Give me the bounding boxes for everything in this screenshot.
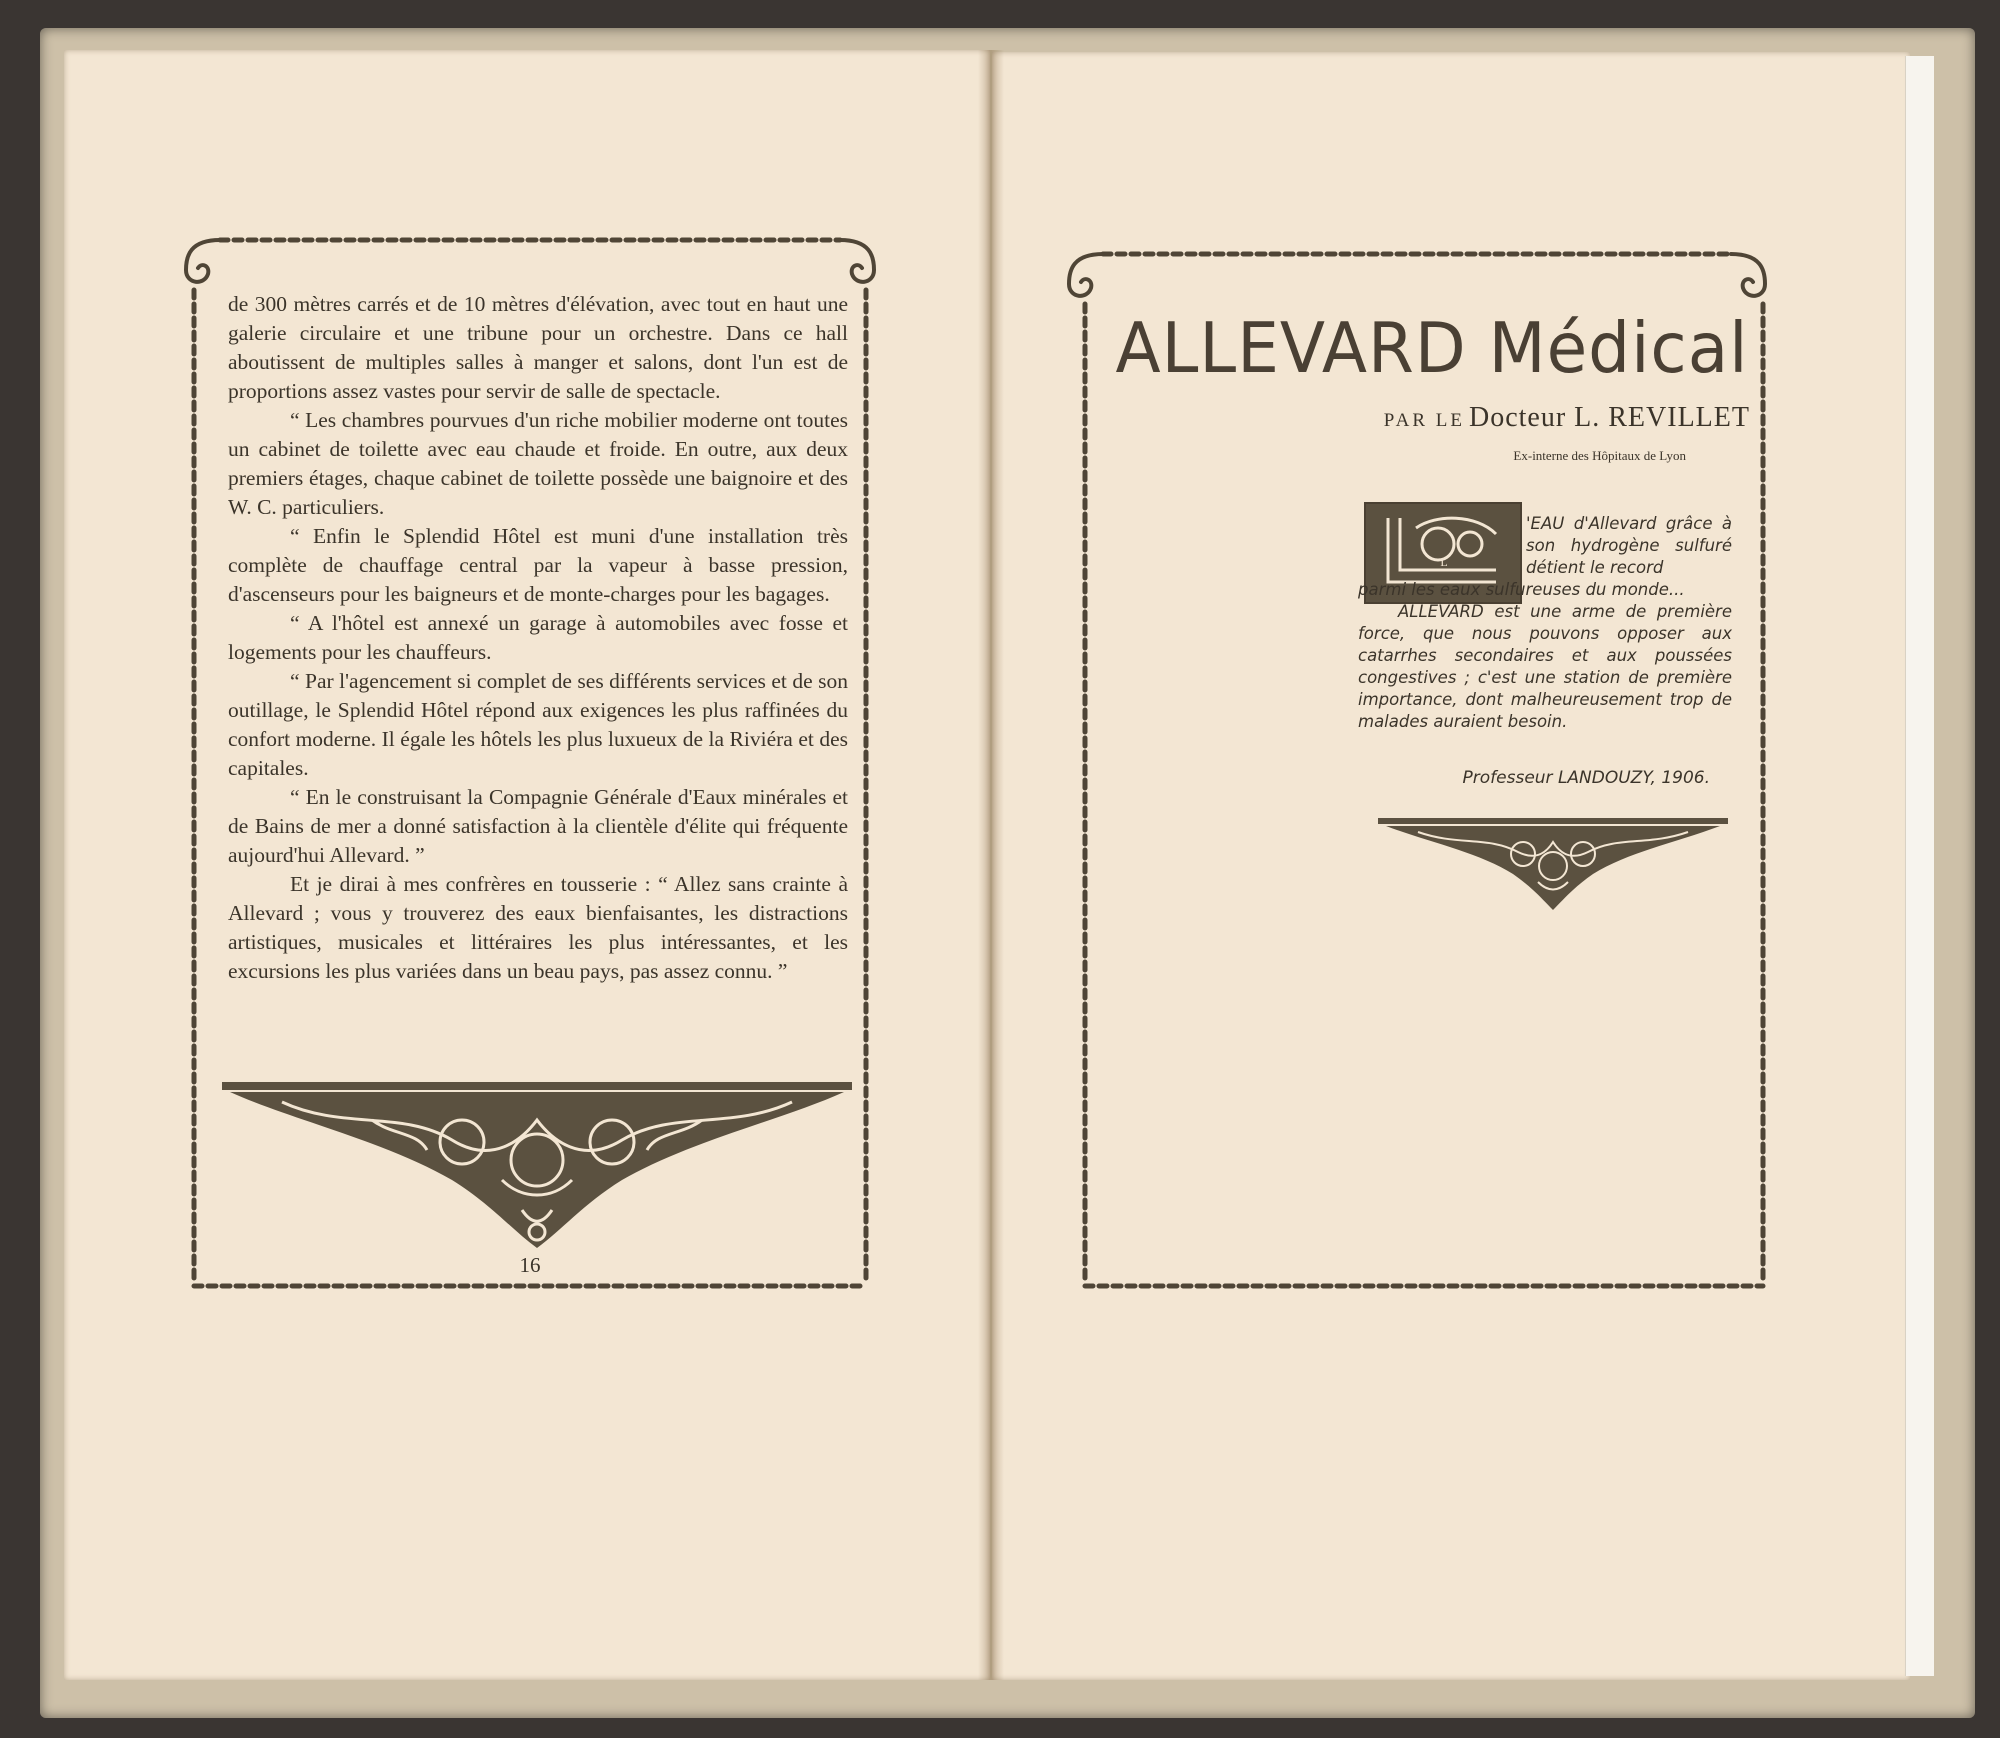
paragraph: “ En le construisant la Compagnie Générale d'Eaux minérales et de Bains de mer a donné satisfaction à la clientèle d'élite qui fréquente aujourd'hui Allevard. ” xyxy=(228,785,848,867)
paragraph: “ Par l'agencement si complet de ses différents services et de son outillage, le Splendid Hôtel répond aux exigences les plus raffinées du confort moderne. Il égale les hôtels les plus luxueux de la Riviéra et des capitales. xyxy=(228,669,848,780)
right-tailpiece-ornament xyxy=(1378,816,1728,912)
quote-attribution: Professeur LANDOUZY, 1906. xyxy=(1462,768,1710,788)
paragraph: Et je dirai à mes confrères en tousserie : “ Allez sans crainte à Allevard ; vous y trouverez des eaux bienfaisantes, les distractions artistiques, musicales et littéraires les plus intéressantes, et les excursions les plus variées dans un beau pays, pas assez connu. ” xyxy=(228,872,848,983)
byline-prefix: PAR LE xyxy=(1383,410,1465,431)
paragraph: “ A l'hôtel est annexé un garage à automobiles avec fosse et logements pour les chauffeurs. xyxy=(228,611,848,664)
page-number: 16 xyxy=(519,1253,541,1277)
left-tailpiece-ornament xyxy=(222,1080,852,1250)
small-knot-ornament xyxy=(1378,816,1728,912)
insert-sheet-edge xyxy=(1905,56,1934,1676)
author-name: Docteur L. REVILLET xyxy=(1468,402,1750,433)
paragraph: “ Enfin le Splendid Hôtel est muni d'une installation très complète de chauffage central par la vapeur à basse pression, d'ascenseurs pour les baigneurs et de monte-charges pour les bagages. xyxy=(228,524,848,606)
quote-line: parmi les eaux sulfureuses du monde... xyxy=(1358,580,1685,599)
paragraph: de 300 mètres carrés et de 10 mètres d'élévation, avec tout en haut une galerie circulaire et une tribune pour un orchestre. Dans ce hall aboutissent de multiples salles à manger et salons, dont l'un est de proportions assez vastes pour servir de salle de spectacle. xyxy=(228,292,848,403)
dropcap-letter: L xyxy=(1440,555,1448,569)
left-page-body-text xyxy=(228,290,848,986)
book-gutter xyxy=(978,50,1004,1680)
byline xyxy=(1100,402,1750,434)
page-title: ALLEVARD Médical xyxy=(1115,308,1749,389)
quote-paragraph: ALLEVARD est une arme de première force, que nous pouvons opposer aux catarrhes secondaires et aux poussées congestives ; c'est une station de première importance, dont malheureusement trop de malades auraient besoin. xyxy=(1358,602,1732,731)
author-credential: Ex-interne des Hôpitaux de Lyon xyxy=(1513,448,1686,463)
quote-inset-text: 'EAU d'Allevard grâce à son hydrogène sulfuré détient le record xyxy=(1526,514,1732,577)
celtic-knot-ornament xyxy=(222,1080,852,1250)
quote-body xyxy=(1358,579,1732,733)
paragraph: “ Les chambres pourvues d'un riche mobilier moderne ont toutes un cabinet de toilette avec eau chaude et froide. En outre, aux deux premiers étages, chaque cabinet de toilette possède une baignoire et des W. C. particuliers. xyxy=(228,408,848,519)
